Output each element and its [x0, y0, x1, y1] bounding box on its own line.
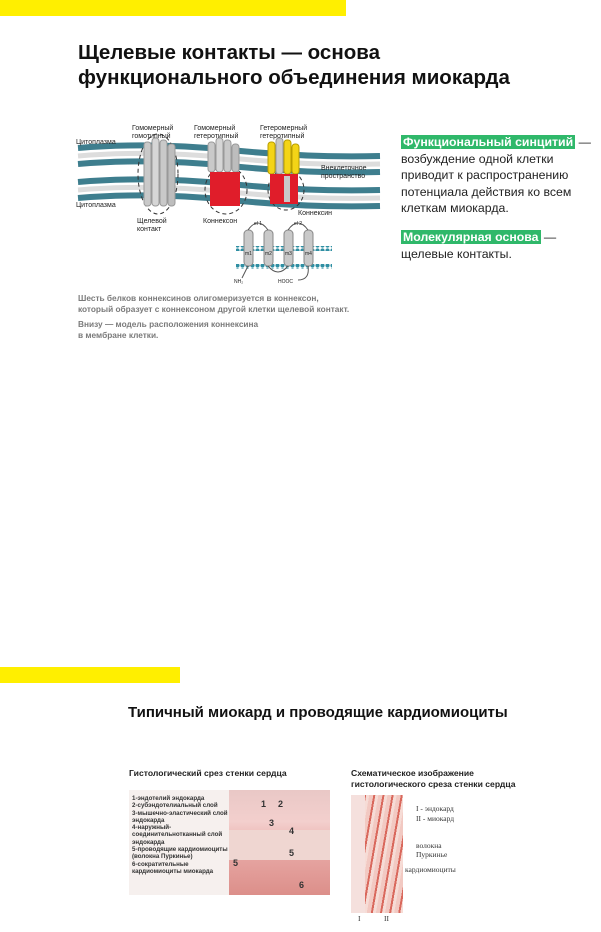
- label-extracellular: Внеклеточное пространство: [321, 165, 367, 180]
- schematic-title-line-1: Схематическое изображение: [351, 768, 474, 778]
- schematic-title-line-2: гистологического среза стенки сердца: [351, 779, 516, 789]
- histology-number-5a: 5: [233, 858, 239, 868]
- label-el2: el 2: [294, 221, 303, 227]
- second-accent-bar: [0, 667, 180, 683]
- histology-number-3: 3: [269, 818, 275, 828]
- page-title: Щелевые контакты — основа функционального объединения миокарда: [78, 41, 510, 89]
- homotypic-channel: [138, 134, 178, 214]
- label-roman-1: I: [358, 914, 361, 923]
- label-myocard: II - миокард: [416, 814, 455, 823]
- label-m4: m4: [305, 251, 312, 257]
- figure-caption-line-1: Шесть белков коннексинов олигомеризуется в коннексон,: [78, 293, 319, 303]
- legend-item: 6-сократительные кардиомиоциты миокарда: [132, 860, 214, 875]
- label-endocard: I - эндокард: [416, 804, 454, 813]
- histology-legend: [132, 795, 230, 875]
- section-title: Типичный миокард и проводящие кардиомиоциты: [128, 704, 508, 721]
- label-m3: m3: [285, 251, 292, 257]
- label-gap-junction: Щелевой контакт: [137, 218, 167, 233]
- label-homomeric-heterotypic: Гомомерный гетеротипный: [194, 125, 239, 140]
- histology-number-4: 4: [289, 826, 295, 836]
- label-m2: m2: [265, 251, 272, 257]
- label-el1: el 1: [254, 221, 263, 227]
- highlight-molecular: Молекулярная основа: [403, 230, 539, 244]
- label-homomeric-homotypic: Гомомерный гомотипный: [132, 125, 174, 140]
- schematic-image: [351, 795, 403, 913]
- histology-title: Гистологический срез стенки сердца: [129, 768, 287, 778]
- label-connexin: Коннексин: [298, 210, 333, 217]
- text-syncytium: — возбуждение одной клетки приводит к распространению потенциала действия ко всем клеткам миокарда.: [401, 135, 591, 215]
- label-purkinje: волокна Пуркинье: [416, 841, 448, 859]
- label-nh2: NH₂: [234, 279, 244, 285]
- highlight-syncytium: Функциональный синцитий: [403, 135, 574, 149]
- figure-caption-line-4: в мембране клетки.: [78, 330, 159, 340]
- legend-item: 1-эндотелий эндокарда: [132, 795, 205, 802]
- tissue-band-light: [229, 830, 330, 860]
- text-molecular: — щелевые контакты.: [401, 230, 557, 261]
- figure-caption-line-3: Внизу — модель расположения коннексина: [78, 319, 259, 329]
- top-accent-bar: [0, 0, 346, 16]
- side-paragraph-syncytium: [401, 134, 597, 217]
- endocard-layer: [351, 795, 365, 913]
- histology-number-2: 2: [278, 799, 284, 809]
- legend-item: 5-проводящие кардиомиоциты (волокна Пуркинье): [132, 846, 228, 861]
- label-hooc: HOOC: [278, 279, 293, 285]
- label-heteromeric-heterotypic: Гетеромерный гетеротипный: [260, 125, 308, 140]
- legend-item: 3-мышечно-эластический слой эндокарда: [132, 809, 228, 824]
- label-connexon: Коннексон: [203, 218, 238, 225]
- legend-item: 4-наружный- соединительнотканный слой эндокарда: [132, 824, 223, 846]
- gap-junction-figure: [70, 118, 400, 288]
- label-cardiomyocytes: кардиомиоциты: [405, 865, 456, 874]
- legend-item: 2-субэндотелиальный слой: [132, 802, 218, 810]
- figure-caption-line-2: который образует с коннексоном другой клетки щелевой контакт.: [78, 304, 350, 314]
- histology-number-5b: 5: [289, 848, 295, 858]
- histology-number-6: 6: [299, 880, 305, 890]
- histology-image: [129, 790, 330, 895]
- gap-junction-diagram: [70, 118, 400, 288]
- label-cytoplasm-bottom: Цитоплазма: [76, 202, 116, 209]
- label-m1: m1: [245, 251, 252, 257]
- label-roman-2: II: [384, 914, 389, 923]
- histology-number-1: 1: [261, 799, 267, 809]
- side-paragraph-molecular: [401, 229, 597, 262]
- label-cytoplasm-top: Цитоплазма: [76, 139, 116, 146]
